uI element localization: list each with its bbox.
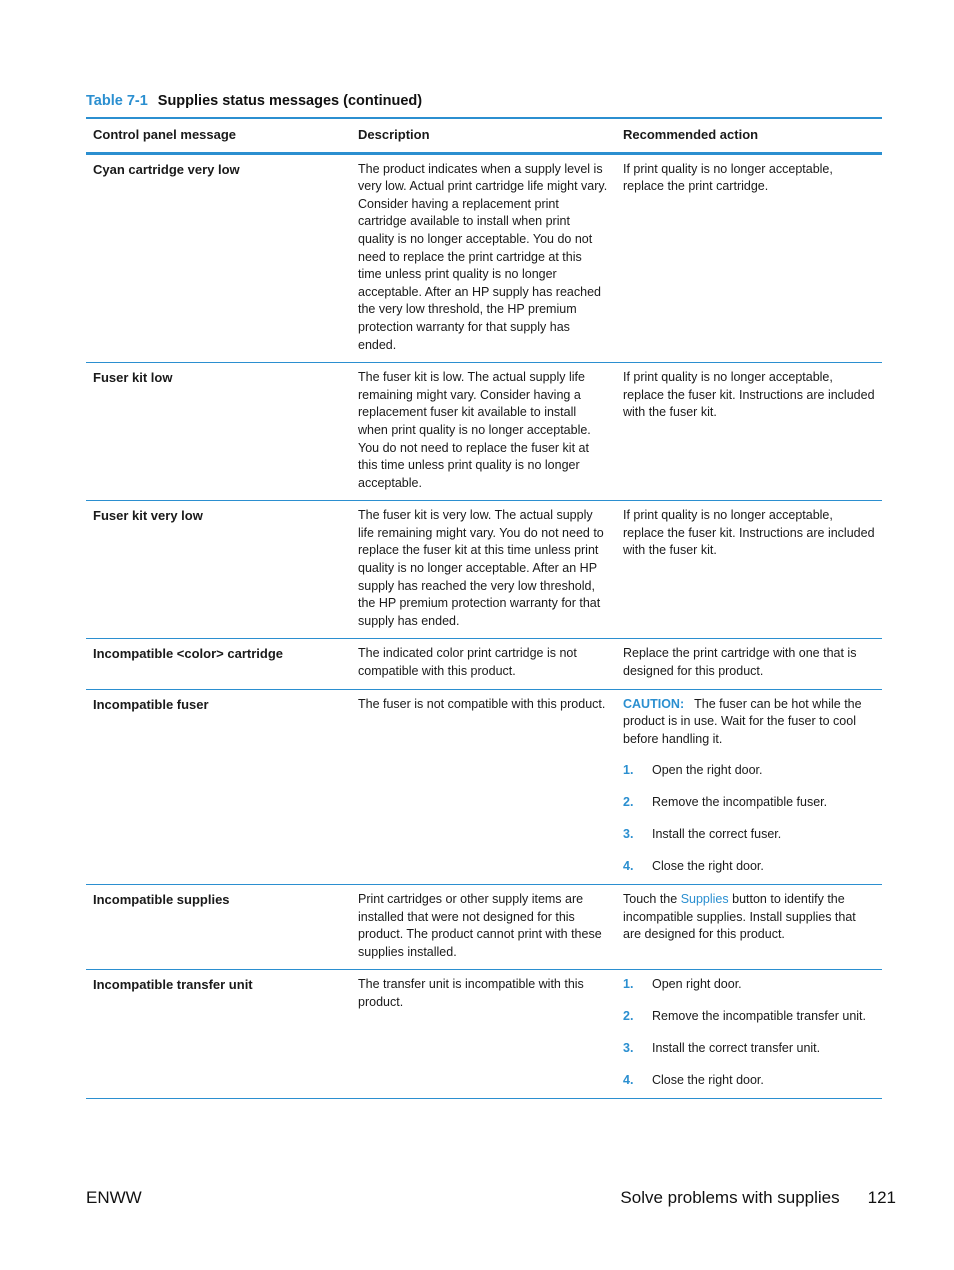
step-item xyxy=(623,1072,876,1090)
description-cell: The fuser is not compatible with this product. xyxy=(351,689,616,884)
table-row xyxy=(86,153,882,363)
description-cell: The product indicates when a supply level is very low. Actual print cartridge life might vary. Consider having a replacement print cartridge available to install when print quality is no longer acceptable. You do not need to replace the print cartridge at this time unless print quality is no longer acceptable. After an HP supply has reached the very low threshold, the HP premium protection warranty for that supply has ended. xyxy=(351,153,616,363)
step-item xyxy=(623,762,876,780)
supplies-button-link[interactable]: Supplies xyxy=(680,891,729,906)
table-caption xyxy=(86,93,422,109)
step-number: 4. xyxy=(623,859,634,874)
step-number: 2. xyxy=(623,1009,634,1024)
action-cell: If print quality is no longer acceptable, replace the fuser kit. Instructions are included with the fuser kit. xyxy=(616,363,882,501)
caution-text: The fuser can be hot while the product is in use. Wait for the fuser to cool before handling it. xyxy=(623,696,862,746)
table-row xyxy=(86,884,882,969)
supplies-status-table xyxy=(86,117,882,1099)
table-row xyxy=(86,970,882,1099)
step-number: 1. xyxy=(623,977,634,992)
action-cell: If print quality is no longer acceptable, replace the print cartridge. xyxy=(616,153,882,363)
description-cell: Print cartridges or other supply items are installed that were not designed for this product. The product cannot print with these supplies installed. xyxy=(351,884,616,969)
step-item xyxy=(623,858,876,876)
step-text: Close the right door. xyxy=(652,859,764,874)
step-number: 2. xyxy=(623,795,634,810)
step-text: Install the correct fuser. xyxy=(652,827,782,842)
step-item xyxy=(623,794,876,812)
step-number: 3. xyxy=(623,827,634,842)
step-number: 4. xyxy=(623,1073,634,1088)
table-row xyxy=(86,639,882,689)
caution-note xyxy=(623,696,876,749)
message-cell: Incompatible supplies xyxy=(86,884,351,969)
action-cell xyxy=(616,884,882,969)
step-text: Close the right door. xyxy=(652,1073,764,1088)
message-cell: Cyan cartridge very low xyxy=(86,153,351,363)
step-item xyxy=(623,976,876,994)
message-cell: Incompatible <color> cartridge xyxy=(86,639,351,689)
action-text-after: button to identify the incompatible supplies. Install supplies that are designed for this product. xyxy=(623,891,856,942)
action-cell: If print quality is no longer acceptable, replace the fuser kit. Instructions are included with the fuser kit. xyxy=(616,501,882,639)
steps-list xyxy=(623,976,876,1090)
table-title: Supplies status messages (continued) xyxy=(157,93,423,109)
step-item xyxy=(623,826,876,844)
action-cell xyxy=(616,970,882,1099)
action-cell: Replace the print cartridge with one that is designed for this product. xyxy=(616,639,882,689)
description-cell: The transfer unit is incompatible with this product. xyxy=(351,970,616,1099)
message-cell: Incompatible transfer unit xyxy=(86,970,351,1099)
step-item xyxy=(623,1040,876,1058)
footer-enww: ENWW xyxy=(86,1188,142,1207)
step-item xyxy=(623,1008,876,1026)
header-description: Description xyxy=(351,118,616,153)
step-number: 1. xyxy=(623,763,634,778)
action-cell xyxy=(616,689,882,884)
header-recommended-action: Recommended action xyxy=(616,118,882,153)
page-number: 121 xyxy=(867,1188,896,1207)
step-text: Open right door. xyxy=(652,977,742,992)
step-text: Open the right door. xyxy=(652,763,763,778)
table-number: Table 7-1 xyxy=(86,93,148,109)
table-row xyxy=(86,501,882,639)
table-row xyxy=(86,363,882,501)
header-control-panel-message: Control panel message xyxy=(86,118,351,153)
footer-right xyxy=(620,1188,896,1208)
step-text: Remove the incompatible transfer unit. xyxy=(652,1009,866,1024)
table-row xyxy=(86,689,882,884)
step-number: 3. xyxy=(623,1041,634,1056)
caution-label: CAUTION: xyxy=(623,696,685,711)
description-cell: The fuser kit is low. The actual supply life remaining might vary. Consider having a replacement fuser kit available to install when print quality is no longer acceptable. You do not need to replace the fuser kit at this time unless print quality is no longer acceptable. xyxy=(351,363,616,501)
steps-list xyxy=(623,762,876,876)
table-header-row xyxy=(86,118,882,153)
step-text: Remove the incompatible fuser. xyxy=(652,795,828,810)
footer-section-title: Solve problems with supplies xyxy=(620,1188,840,1207)
message-cell: Incompatible fuser xyxy=(86,689,351,884)
message-cell: Fuser kit low xyxy=(86,363,351,501)
description-cell: The indicated color print cartridge is not compatible with this product. xyxy=(351,639,616,689)
description-cell: The fuser kit is very low. The actual supply life remaining might vary. You do not need to replace the fuser kit at this time unless print quality is no longer acceptable. After an HP supply has reached the very low threshold, the HP premium protection warranty for that supply has ended. xyxy=(351,501,616,639)
action-text-before: Touch the xyxy=(623,891,681,906)
message-cell: Fuser kit very low xyxy=(86,501,351,639)
step-text: Install the correct transfer unit. xyxy=(652,1041,821,1056)
